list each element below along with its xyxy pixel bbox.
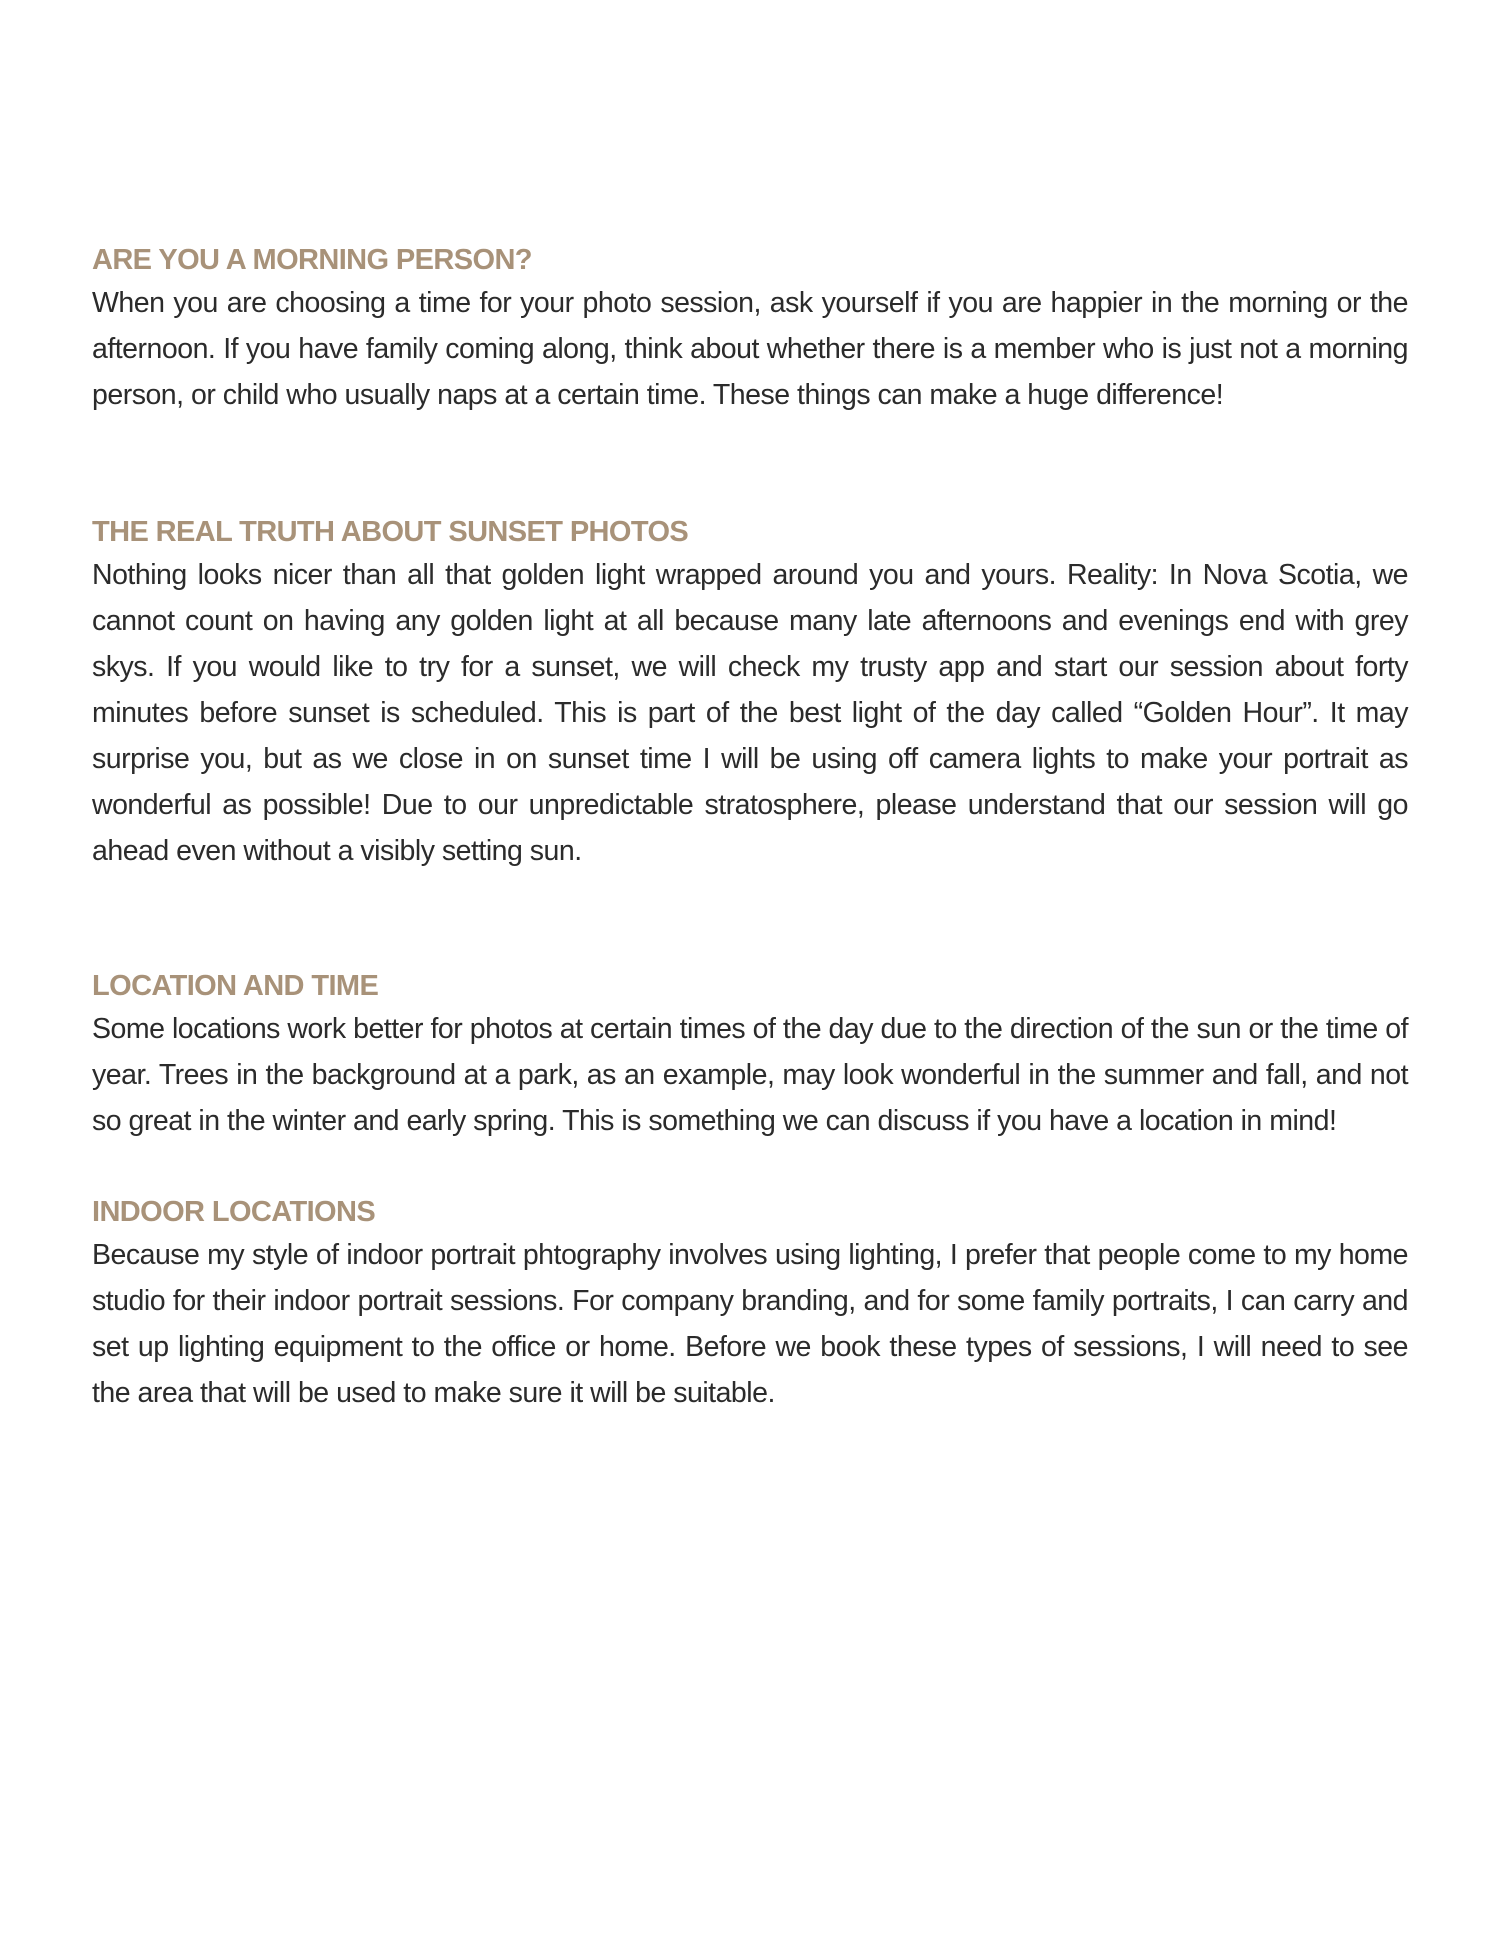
section-morning-person: [92, 240, 1408, 418]
section-heading: ARE YOU A MORNING PERSON?: [92, 244, 532, 276]
document-page: [92, 240, 1408, 1416]
section-body: Because my style of indoor portrait phtography involves using lighting, I prefer that people come to my home studio for their indoor portrait sessions. For company branding, and for some family portraits, I can carry and set up lighting equipment to the office or home. Before we book these types of sessions, I will need to see the area that will be used to make sure it will be suitable.: [92, 1239, 1408, 1409]
section-body: When you are choosing a time for your photo session, ask yourself if you are happier in the morning or the afternoon. If you have family coming along, think about whether there is a member who is just not a morning person, or child who usually naps at a certain time. These things can make a huge difference!: [92, 287, 1408, 411]
section-heading: INDOOR LOCATIONS: [92, 1196, 376, 1228]
section-heading: LOCATION AND TIME: [92, 970, 379, 1002]
section-heading: THE REAL TRUTH ABOUT SUNSET PHOTOS: [92, 516, 689, 548]
section-body: Some locations work better for photos at certain times of the day due to the direction of the sun or the time of year. Trees in the background at a park, as an example, may look wonderful in the summer and fall, and not so great in the winter and early spring. This is something we can discuss if you have a location in mind!: [92, 1013, 1408, 1137]
section-body: Nothing looks nicer than all that golden light wrapped around you and yours. Reality: In Nova Scotia, we cannot count on having any golden light at all because many late afternoons and evenings end with grey skys. If you would like to try for a sunset, we will check my trusty app and start our session about forty minutes before sunset is scheduled. This is part of the best light of the day called “Golden Hour”. It may surprise you, but as we close in on sunset time I will be using off camera lights to make your portrait as wonderful as possible! Due to our unpredictable stratosphere, please understand that our session will go ahead even without a visibly setting sun.: [92, 559, 1408, 867]
section-sunset-photos: [92, 512, 1408, 874]
section-location-and-time: [92, 966, 1408, 1144]
section-indoor-locations: [92, 1192, 1408, 1416]
